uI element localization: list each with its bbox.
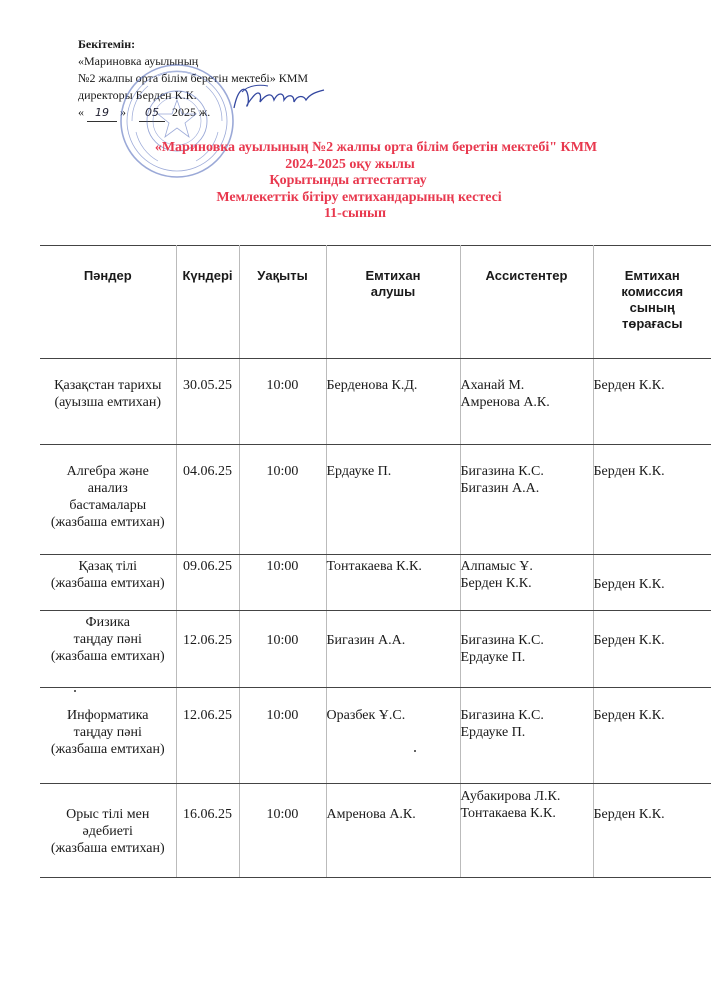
grade-title: 11-сынып — [323, 206, 387, 221]
table-header-row — [40, 246, 711, 359]
header-assistants: Ассистентер — [460, 246, 593, 359]
date-cell: 12.06.25 — [176, 611, 239, 688]
assistant-name: Аханай М. — [460, 378, 525, 393]
assistant-name: Бигазин А.А. — [460, 481, 540, 496]
time-cell: 10:00 — [239, 445, 326, 555]
document-titles — [0, 140, 712, 223]
subject-line: (жазбаша емтихан) — [50, 742, 165, 757]
assistants-cell — [460, 445, 593, 555]
examiner-cell: Берденова К.Д. — [326, 359, 460, 445]
examiner-cell: Оразбек Ұ.С. — [326, 688, 460, 784]
assistant-name: Бигазина К.С. — [460, 708, 544, 723]
chair-cell: Берден К.К. — [593, 359, 711, 445]
assistant-name: Аубакирова Л.К. — [460, 789, 561, 804]
header-chair-line: комиссия — [621, 284, 684, 299]
header-examiner-line: алушы — [370, 284, 416, 299]
chair-cell: Берден К.К. — [593, 445, 711, 555]
subject-cell — [40, 688, 176, 784]
examiner-cell: Бигазин А.А. — [326, 611, 460, 688]
date-open-quote: « — [78, 105, 84, 119]
subject-line: (жазбаша емтихан) — [50, 576, 165, 591]
header-subject: Пәндер — [40, 246, 176, 359]
director-signature — [228, 78, 328, 118]
subject-line: (ауызша емтихан) — [54, 395, 161, 410]
approval-school-line2: №2 жалпы орта білім беретін мектебі» КММ — [78, 71, 309, 85]
subject-line: Қазақстан тарихы — [54, 378, 162, 393]
assistant-name: Тонтакаева К.К. — [460, 806, 556, 821]
assistants-cell — [460, 359, 593, 445]
examiner-cell: Ердауке П. — [326, 445, 460, 555]
subject-cell — [40, 359, 176, 445]
header-examiner — [326, 246, 460, 359]
subject-line: (жазбаша емтихан) — [50, 649, 165, 664]
subject-line: әдебиеті — [82, 824, 133, 839]
header-chair-line: сының — [629, 300, 675, 315]
date-close-quote: » — [120, 105, 126, 119]
time-cell: 10:00 — [239, 688, 326, 784]
time-cell: 10:00 — [239, 784, 326, 878]
subject-line: Информатика — [67, 708, 149, 723]
chair-cell: Берден К.К. — [593, 611, 711, 688]
school-title: «Мариновка ауылының №2 жалпы орта білім беретін мектебі" КММ — [154, 140, 598, 155]
subject-cell — [40, 555, 176, 611]
time-cell: 10:00 — [239, 555, 326, 611]
scan-speck — [74, 690, 76, 692]
date-cell: 30.05.25 — [176, 359, 239, 445]
schedule-title: Мемлекеттік бітіру емтихандарының кестесі — [216, 189, 502, 205]
subject-line: бастамалары — [69, 498, 147, 513]
date-cell: 12.06.25 — [176, 688, 239, 784]
subject-cell — [40, 611, 176, 688]
exam-schedule-table — [40, 245, 711, 878]
assistant-name: Амренова А.К. — [460, 395, 550, 410]
subject-cell — [40, 445, 176, 555]
table-row — [40, 445, 711, 555]
subject-line: Орыс тілі мен — [66, 807, 150, 822]
chair-cell: Берден К.К. — [593, 784, 711, 878]
attestation-title: Қорытынды аттестаттау — [269, 173, 427, 188]
time-cell: 10:00 — [239, 611, 326, 688]
table-row — [40, 555, 711, 611]
chair-cell: Берден К.К. — [593, 688, 711, 784]
table-row — [40, 784, 711, 878]
table-row — [40, 611, 711, 688]
header-chair-line: төрағасы — [622, 316, 683, 331]
header-chair — [593, 246, 711, 359]
examiner-cell: Амренова А.К. — [326, 784, 460, 878]
assistant-name: Ердауке П. — [460, 725, 526, 740]
assistants-cell — [460, 611, 593, 688]
date-cell: 09.06.25 — [176, 555, 239, 611]
examiner-cell: Тонтакаева К.К. — [326, 555, 460, 611]
assistants-cell — [460, 555, 593, 611]
header-examiner-line: Емтихан — [365, 268, 421, 283]
assistants-cell — [460, 784, 593, 878]
date-cell: 16.06.25 — [176, 784, 239, 878]
approval-school-line1: «Мариновка ауылының — [78, 54, 199, 68]
assistant-name: Алпамыс Ұ. — [460, 559, 533, 574]
subject-line: Физика — [85, 615, 130, 630]
subject-line: (жазбаша емтихан) — [50, 515, 165, 530]
header-date: Күндері — [176, 246, 239, 359]
table-row — [40, 688, 711, 784]
table-row — [40, 359, 711, 445]
time-cell: 10:00 — [239, 359, 326, 445]
subject-line: таңдау пәні — [73, 725, 142, 740]
date-year: 2025 ж. — [172, 105, 211, 119]
assistant-name: Берден К.К. — [460, 576, 532, 591]
scan-speck — [414, 750, 416, 752]
subject-cell — [40, 784, 176, 878]
approval-heading: Бекітемін: — [78, 37, 136, 51]
academic-year: 2024-2025 оқу жылы — [285, 156, 415, 172]
assistant-name: Ердауке П. — [460, 650, 526, 665]
subject-line: анализ — [87, 481, 128, 496]
date-month: 05 — [139, 104, 165, 122]
date-cell: 04.06.25 — [176, 445, 239, 555]
header-time: Уақыты — [239, 246, 326, 359]
assistants-cell — [460, 688, 593, 784]
subject-line: Қазақ тілі — [78, 559, 137, 574]
assistant-name: Бигазина К.С. — [460, 464, 544, 479]
subject-line: (жазбаша емтихан) — [50, 841, 165, 856]
chair-cell: Берден К.К. — [593, 555, 711, 611]
assistant-name: Бигазина К.С. — [460, 633, 544, 648]
subject-line: Алгебра және — [66, 464, 149, 479]
header-chair-line: Емтихан — [624, 268, 680, 283]
approval-director-line: директоры Берден К.К. — [78, 88, 197, 102]
date-day: 19 — [87, 104, 117, 122]
subject-line: таңдау пәні — [73, 632, 142, 647]
